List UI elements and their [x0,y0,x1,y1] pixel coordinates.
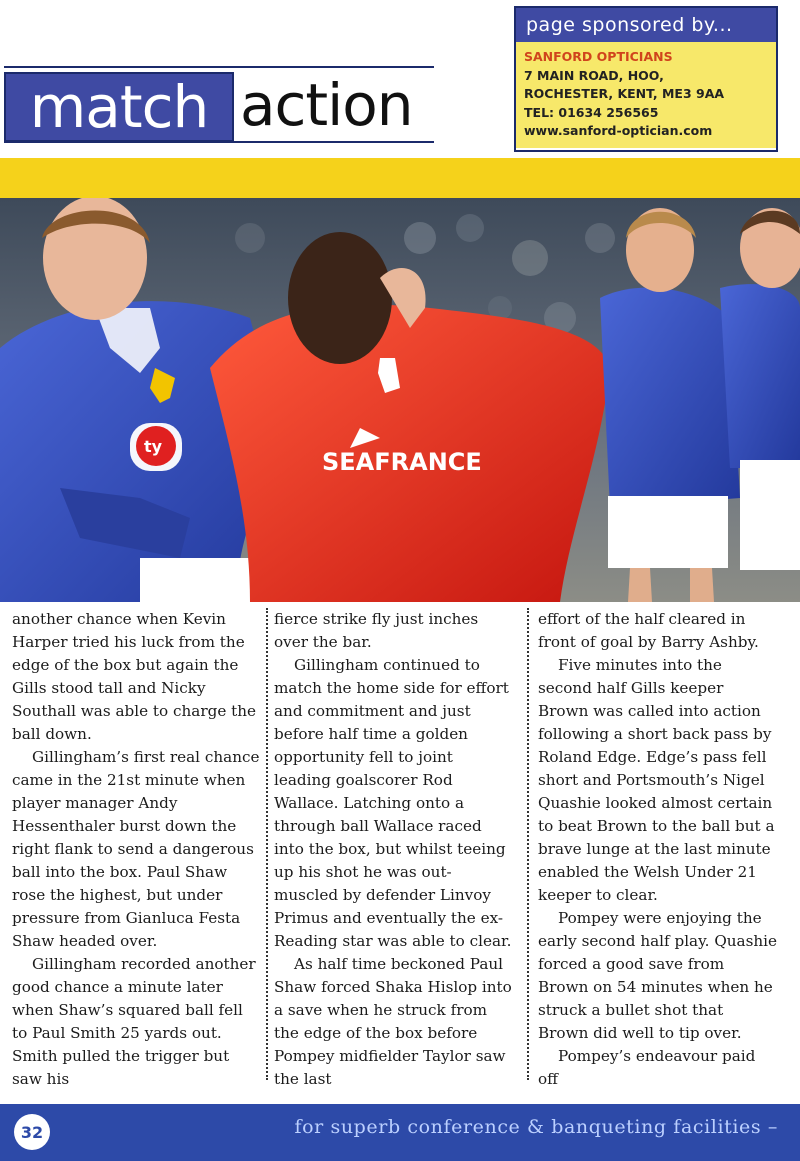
paragraph: Gillingham continued to match the home side for effort and commitment and just before half time a golden opportunity fell to joint leading goalscorer Rod Wallace. Latching onto a through ball Wallace raced into the box, but whilst teeing up his shot he was out-muscled by defender Linvoy Primus and eventually the ex-Reading star was able to clear. [274,656,512,950]
paragraph: Five minutes into the second half Gills keeper Brown was called into action following a short back pass by Roland Edge. Edge’s pass fell short and Portsmouth’s Nigel Quashie looked almost certain to beat Brown to the ball but a brave lunge at the last minute enabled the Welsh Under 21 keeper to clear. [538,656,775,904]
shirt-sponsor: SEAFRANCE [322,448,482,476]
sponsor-box [514,6,778,152]
footer-tagline: for superb conference & banqueting facilities – [294,1116,778,1138]
paragraph: Gillingham recorded another good chance a minute later when Shaw’s squared ball fell to Paul Smith 25 yards out. Smith pulled the trigger but saw his [12,955,256,1088]
article-column-1 [12,608,260,1091]
title-match-box [4,72,234,142]
column-divider [266,608,268,1080]
paragraph: As half time beckoned Paul Shaw forced Shaka Hislop into a save when he struck from the edge of the box before Pompey midfielder Taylor saw the last [274,955,512,1088]
sponsor-name: SANFORD OPTICIANS [524,49,673,64]
paragraph: Pompey’s endeavour paid off [538,1047,756,1088]
article-body [0,608,800,1088]
sponsor-details [516,42,776,148]
column-divider [527,608,529,1080]
yellow-banner [0,158,800,198]
match-photo [0,198,800,602]
sponsor-address-line2: ROCHESTER, KENT, ME3 9AA [524,86,725,102]
sponsor-telephone: TEL: 01634 256565 [524,104,659,120]
paragraph: another chance when Kevin Harper tried his luck from the edge of the box but again the Gills stood tall and Nicky Southall was able to charge the ball down. [12,610,257,743]
sponsor-heading: page sponsored by... [516,8,776,42]
sponsor-address-line1: 7 MAIN ROAD, HOO, [524,67,664,83]
paragraph: Pompey were enjoying the early second half play. Quashie forced a good save from Brown on 54 minutes when he struck a bullet shot that Brown did well to tip over. [538,909,778,1042]
page-number: 32 [14,1114,50,1150]
article-column-2 [274,608,514,1091]
paragraph: effort of the half cleared in front of goal by Barry Ashby. [538,610,759,651]
paragraph: fierce strike fly just inches over the bar. [274,610,479,651]
footer-bar [0,1104,800,1161]
header-rule-top [4,66,434,68]
header-rule-bottom [4,141,434,143]
sleeve-badge: ty [144,437,163,456]
match-photo-illustration [0,198,800,602]
paragraph: Gillingham’s first real chance came in the 21st minute when player manager Andy Hessenthaler burst down the right flank to send a dangerous ball into the box. Paul Shaw rose the highest, but under pressure from Gianluca Festa Shaw headed over. [12,748,260,950]
title-match: match [29,73,209,141]
title-action: action [240,71,413,139]
sponsor-website-link[interactable]: www.sanford-optician.com [524,123,713,139]
article-column-3 [538,608,778,1091]
